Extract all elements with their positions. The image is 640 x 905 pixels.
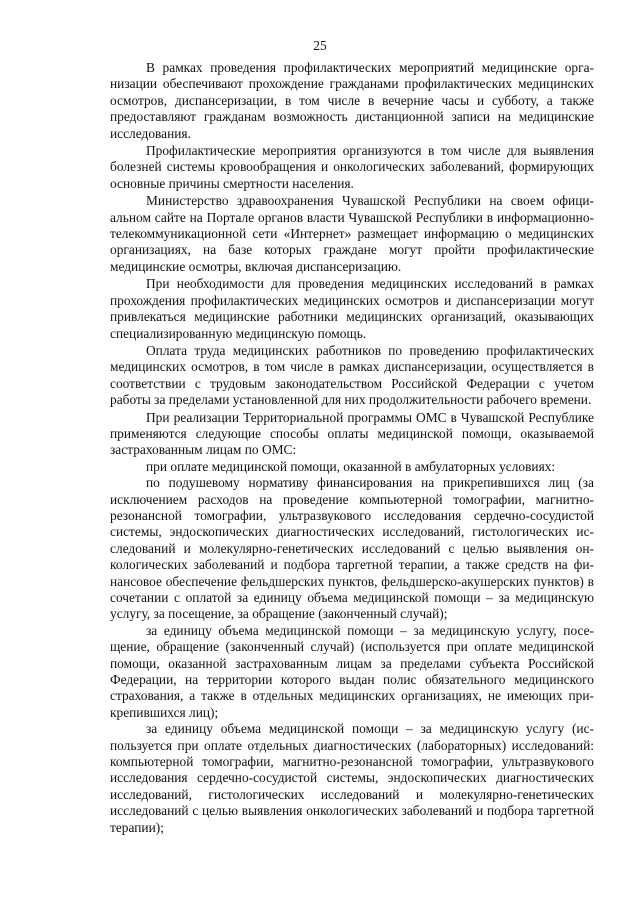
paragraph: при оплате медицинской помощи, оказанной в амбулаторных условиях: — [146, 458, 556, 474]
paragraph: В рамках проведения профилактических мероприятий медицинские организации обеспечивают прохождение гражданами профилактических медицинских осмотров, диспансеризации, в том числе в вечерние часы и субботу, а также предоставляют гражданам возможность дистанционной записи на медицинские исследования. — [110, 60, 594, 141]
paragraph: При необходимости для проведения медицинских исследований в рамках прохождения профилактических медицинских осмотров и диспансеризации могут привлекаться медицинские работники медицинских организаций, оказывающих специализированную медицинскую помощь. — [110, 276, 594, 341]
paragraph: При реализации Территориальной программы ОМС в Чувашской Республике применяются следующие способы оплаты медицинской помощи, оказываемой застрахованным лицам по ОМС: — [110, 409, 594, 458]
paragraph: за единицу объема медицинской помощи – за медицинскую услугу (используется при оплате отдельных диагностических (лабораторных) исследований: компьютерной томографии, магнитно-резонансной томографии, ультразвукового исследования сердечно-сосудистой системы, эндоскопических диагностических исследований, гистологических исследований и молекулярно-генетических исследований с целью выявления онкологических заболеваний и подбора таргетной терапии); — [110, 721, 594, 835]
paragraph: за единицу объема медицинской помощи – за медицинскую услугу, посещение, обращение (законченный случай) (используется при оплате медицинской помощи, оказанной застрахованным лицам за пределами субъекта Российской Федерации, на территории которого выдан полис обязательного медицинского страхования, а также в отдельных медицинских организациях, не имеющих прикрепившихся лиц); — [110, 622, 594, 720]
paragraph: Министерство здравоохранения Чувашской Республики на своем официальном сайте на Портале органов власти Чувашской Республики в информационно-телекоммуникационной сети «Интернет» размещает информацию о медицинских организациях, на базе которых граждане могут пройти профилактические медицинские осмотры, включая диспансеризацию. — [110, 193, 594, 274]
page-number: 25 — [313, 38, 327, 53]
paragraph: по подушевому нормативу финансирования на прикрепившихся лиц (за исключением расходов на проведение компьютерной томографии, магнитно-резонансной томографии, ультразвукового исследования сердечно-сосудистой системы, эндоскопических диагностических исследований, гистологических исследований и молекулярно-генетических исследований с целью выявления онкологических заболеваний и подбора таргетной терапии, а также средств на финансовое обеспечение фельдшерских пунктов, фельдшерско-акушерских пунктов) в сочетании с оплатой за единицу объема медицинской помощи – за медицинскую услугу, за посещение, за обращение (законченный случай); — [110, 475, 594, 622]
paragraph: Профилактические мероприятия организуются в том числе для выявления болезней системы кровообращения и онкологических заболеваний, формирующих основные причины смертности населения. — [110, 143, 594, 191]
body-text — [110, 60, 594, 836]
paragraph: Оплата труда медицинских работников по проведению профилактических медицинских осмотров, в том числе в рамках диспансеризации, осуществляется в соответствии с трудовым законодательством Российской Федерации с учетом работы за пределами установленной для них продолжительности рабочего времени. — [110, 342, 594, 408]
